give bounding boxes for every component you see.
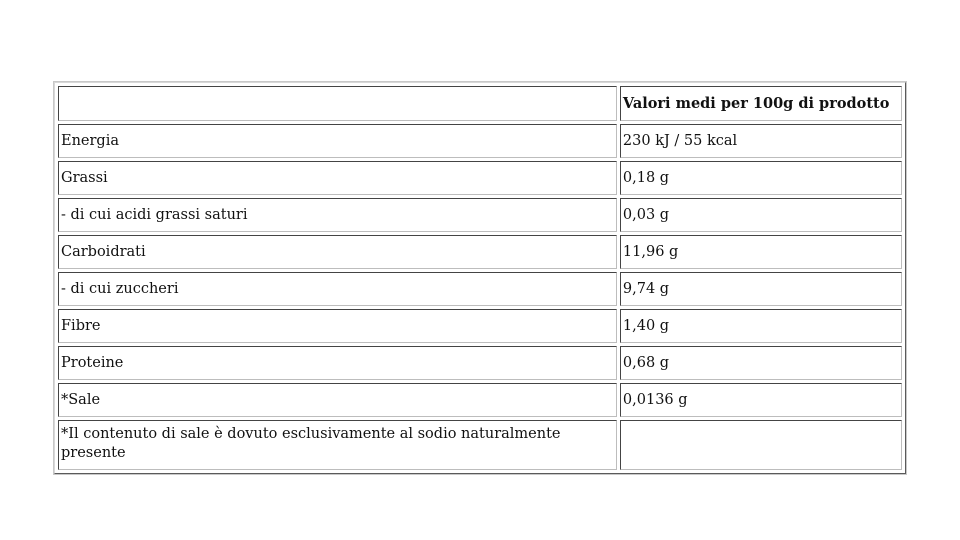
- table-row-fibre: [58, 309, 902, 343]
- header-values-cell: Valori medi per 100g di prodotto: [620, 86, 902, 121]
- table-row-grassi-saturi: [58, 198, 902, 232]
- nutrient-value: 9,74 g: [620, 272, 902, 306]
- nutrient-label: - di cui acidi grassi saturi: [58, 198, 617, 232]
- table-row-carboidrati: [58, 235, 902, 269]
- table-row-energia: [58, 124, 902, 158]
- table-header-row: [58, 86, 902, 121]
- nutrient-value: 1,40 g: [620, 309, 902, 343]
- nutrient-label: Grassi: [58, 161, 617, 195]
- table-row-grassi: [58, 161, 902, 195]
- table-footnote-row: [58, 420, 902, 470]
- table-row-sale: [58, 383, 902, 417]
- nutrient-value: 0,68 g: [620, 346, 902, 380]
- header-empty-cell: [58, 86, 617, 121]
- footnote-text: *Il contenuto di sale è dovuto esclusivamente al sodio naturalmente presente: [58, 420, 617, 470]
- nutrient-value: 230 kJ / 55 kcal: [620, 124, 902, 158]
- nutrient-value: 0,0136 g: [620, 383, 902, 417]
- nutrient-value: 0,03 g: [620, 198, 902, 232]
- nutrient-value: 11,96 g: [620, 235, 902, 269]
- table-row-proteine: [58, 346, 902, 380]
- nutrient-label: - di cui zuccheri: [58, 272, 617, 306]
- nutrition-table-body: [58, 86, 902, 470]
- nutrient-label: *Sale: [58, 383, 617, 417]
- nutrient-label: Proteine: [58, 346, 617, 380]
- nutrition-facts-table: [54, 82, 906, 474]
- footnote-empty-cell: [620, 420, 902, 470]
- nutrient-label: Carboidrati: [58, 235, 617, 269]
- nutrient-label: Fibre: [58, 309, 617, 343]
- table-row-zuccheri: [58, 272, 902, 306]
- nutrient-value: 0,18 g: [620, 161, 902, 195]
- nutrient-label: Energia: [58, 124, 617, 158]
